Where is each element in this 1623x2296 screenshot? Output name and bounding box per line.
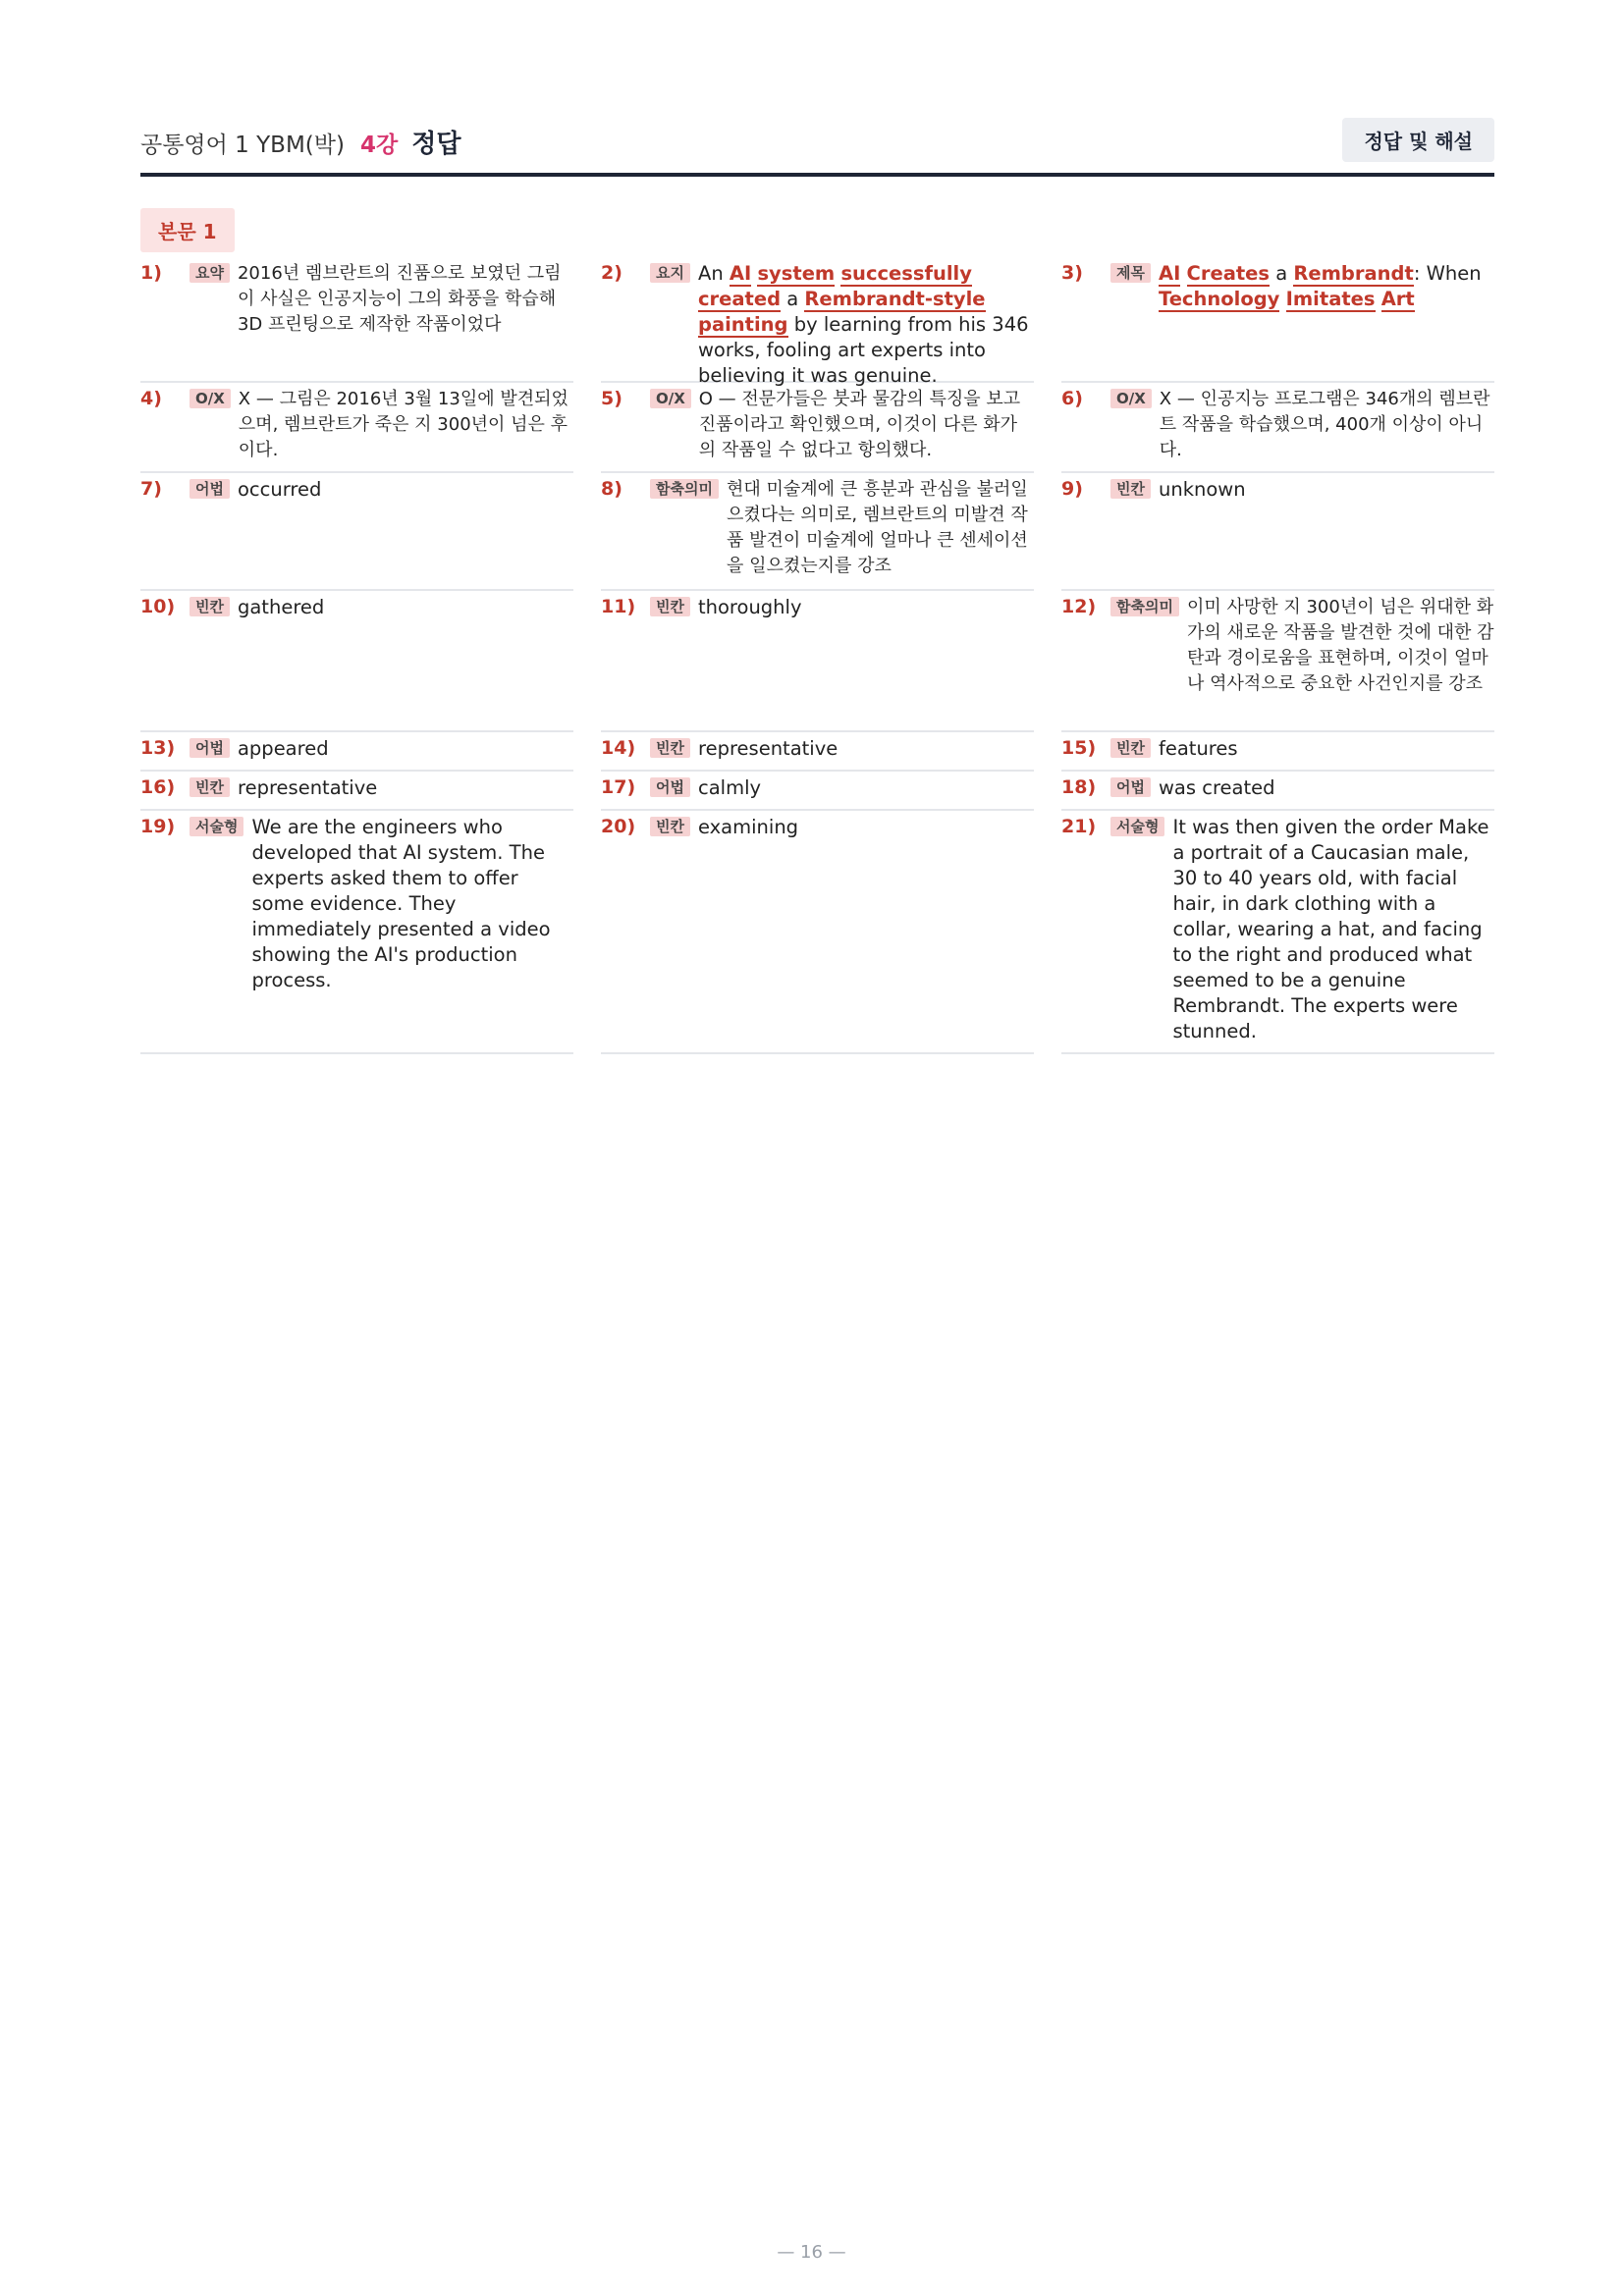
answer-item [601,591,1034,732]
item-answer: representative [697,737,839,760]
highlighted-word: successfully [840,262,972,285]
item-type-tag: 빈칸 [1110,479,1151,499]
item-type-tag: 빈칸 [650,738,690,758]
item-answer: gathered [237,596,325,618]
item-type-tag: 서술형 [1110,817,1164,836]
item-number: 3) [1061,262,1083,284]
item-answer: thoroughly [697,596,802,618]
item-answer: appeared [237,737,329,760]
item-number: 18) [1061,776,1097,798]
answer-explanation-badge: 정답 및 해설 [1342,118,1494,162]
text-run [1180,262,1186,285]
highlighted-word: Creates [1186,262,1271,285]
item-answer: occurred [237,478,322,501]
answer-item [601,257,1034,387]
answer-item [1061,772,1494,811]
item-number: 6) [1061,388,1083,409]
answer-item [140,811,573,1054]
highlighted-word: created [697,288,782,310]
text-run: a [781,288,805,310]
item-number: 2) [601,262,622,284]
answer-item [140,473,573,591]
text-run: An [697,262,730,285]
item-type-tag: 요약 [189,263,230,283]
item-number: 12) [1061,596,1097,617]
item-type-tag: 빈칸 [1110,738,1151,758]
answer-item [601,473,1034,591]
item-answer: X — 인공지능 프로그램은 346개의 렘브란트 작품을 학습했으며, 400개 이상이 아니다. [1159,389,1490,460]
item-number: 5) [601,388,622,409]
item-answer: examining [697,816,799,838]
highlighted-word: Rembrandt-style [804,288,986,310]
item-type-tag: 어법 [189,479,230,499]
item-answer: representative [237,776,378,799]
highlighted-word: Rembrandt [1293,262,1414,285]
answer-item [1061,811,1494,1054]
answer-item [140,591,573,732]
item-answer: was created [1158,776,1275,799]
answer-item [601,772,1034,811]
item-type-tag: 어법 [650,777,690,797]
item-type-tag: 빈칸 [650,597,690,616]
item-answer [698,259,1034,389]
highlighted-word: AI [729,262,752,285]
text-run: : When [1413,262,1482,285]
item-number: 15) [1061,737,1097,759]
highlighted-word: painting [697,313,788,336]
item-answer: calmly [697,776,762,799]
item-number: 11) [601,596,636,617]
answer-grid [140,257,1494,1054]
item-answer: We are the engineers who developed that AI system. The experts asked them to offer some evidence. They immediately presented a video showing the AI's production process. [251,816,551,991]
item-type-tag: 빈칸 [650,817,690,836]
item-answer: 현대 미술계에 큰 흥분과 관심을 불러일으켰다는 의미로, 렘브란트의 미발견 작품 발견이 미술계에 얼마나 큰 센세이션을 일으켰는지를 강조 [726,479,1028,576]
item-type-tag: O/X [189,389,231,408]
item-type-tag: 서술형 [189,817,243,836]
item-answer: features [1158,737,1238,760]
item-answer: X — 그림은 2016년 3월 13일에 발견되었으며, 렘브란트가 죽은 지 300년이 넘은 후이다. [238,389,568,460]
item-answer: unknown [1158,478,1246,501]
section-badge: 본문 1 [140,208,235,252]
item-number: 1) [140,262,162,284]
item-type-tag: 제목 [1110,263,1151,283]
item-type-tag: O/X [650,389,691,408]
lesson-label: 4강 [359,133,399,158]
answer-item [601,383,1034,473]
item-number: 20) [601,816,636,837]
item-type-tag: 빈칸 [189,777,230,797]
page-header [140,116,1494,177]
answer-item [140,772,573,811]
answer-item [1061,732,1494,772]
item-number: 14) [601,737,636,759]
item-type-tag: 함축의미 [1110,597,1179,616]
text-run [1376,288,1381,310]
text-run [1279,288,1285,310]
item-answer [1159,259,1494,312]
answer-item [1061,591,1494,732]
item-type-tag: 함축의미 [650,479,719,499]
answer-item [1061,473,1494,591]
item-number: 17) [601,776,636,798]
item-answer: O — 전문가들은 붓과 물감의 특징을 보고 진품이라고 확인했으며, 이것이 다른 화가의 작품일 수 없다고 항의했다. [698,389,1021,460]
item-number: 4) [140,388,162,409]
highlighted-word: Technology [1158,288,1280,310]
answer-item [601,811,1034,1054]
item-type-tag: 빈칸 [189,597,230,616]
answer-item [140,383,573,473]
highlighted-word: system [757,262,836,285]
answer-item [1061,383,1494,473]
item-answer: 이미 사망한 지 300년이 넘은 위대한 화가의 새로운 작품을 발견한 것에 대한 감탄과 경이로움을 표현하며, 이것이 얼마나 역사적으로 중요한 사건인지를 강조 [1186,597,1494,694]
item-answer: It was then given the order Make a portrait of a Caucasian male, 30 to 40 years old, with facial hair, in dark clothing with a collar, wearing a hat, and facing to the right and produced what seemed to be a genuine Rembrandt. The experts were stunned. [1172,816,1489,1042]
answer-label: 정답 [411,130,461,159]
item-type-tag: O/X [1110,389,1152,408]
item-number: 21) [1061,816,1097,837]
text-run: a [1270,262,1294,285]
header-title-row [140,124,460,160]
answer-item [140,257,573,383]
item-number: 7) [140,478,162,500]
item-type-tag: 어법 [189,738,230,758]
item-number: 10) [140,596,176,617]
answer-item [1061,257,1494,383]
item-number: 19) [140,816,176,837]
item-number: 8) [601,478,622,500]
item-type-tag: 요지 [650,263,690,283]
item-number: 9) [1061,478,1083,500]
item-number: 16) [140,776,176,798]
page-number: — 16 — [777,2242,846,2263]
highlighted-word: AI [1158,262,1181,285]
answer-item [140,732,573,772]
highlighted-word: Imitates [1285,288,1376,310]
book-title: 공통영어 1 YBM(박) [140,133,345,158]
highlighted-word: Art [1380,288,1415,310]
text-run: by learning from his 346 works, fooling art experts into believing it was genuine. [697,313,1029,387]
item-type-tag: 어법 [1110,777,1151,797]
item-answer: 2016년 렘브란트의 진품으로 보였던 그림이 사실은 인공지능이 그의 화풍을 학습해 3D 프린팅으로 제작한 작품이었다 [237,263,562,335]
answer-item [601,732,1034,772]
item-number: 13) [140,737,176,759]
